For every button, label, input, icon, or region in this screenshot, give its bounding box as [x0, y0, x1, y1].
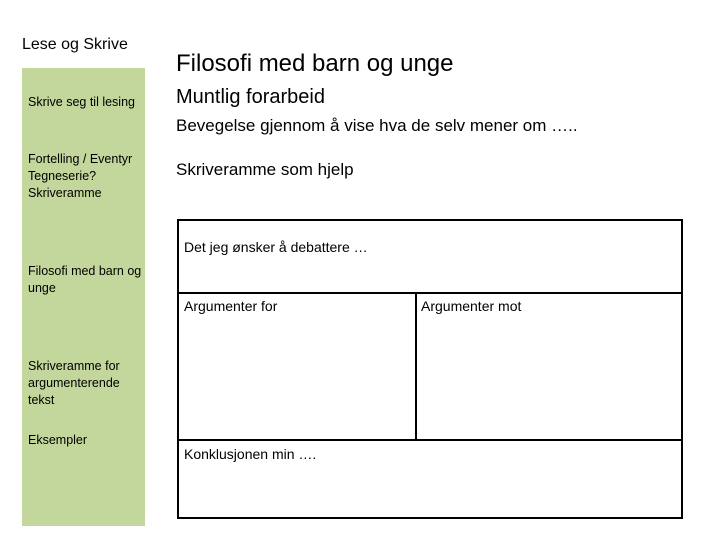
- sidebar-title: Lese og Skrive: [22, 36, 128, 53]
- arguments-section: [179, 294, 681, 441]
- sidebar-panel: [22, 68, 145, 526]
- page-title: Filosofi med barn og unge: [176, 50, 454, 77]
- sidebar-item-eksempler[interactable]: Eksempler: [28, 433, 88, 447]
- sidebar-item-filosofi[interactable]: Filosofi med barn og unge: [28, 264, 142, 295]
- sidebar-item-skrive-seg-til-lesing[interactable]: Skrive seg til lesing: [28, 95, 135, 109]
- debate-section: [179, 221, 681, 294]
- conclusion-label: Konklusjonen min ….: [184, 446, 317, 462]
- body-line-bevegelse: Bevegelse gjennom å vise hva de selv mener om …..: [176, 116, 578, 135]
- arguments-for-label: Argumenter for: [184, 298, 278, 314]
- arguments-against-label: Argumenter mot: [421, 298, 522, 314]
- subtitle: Muntlig forarbeid: [176, 86, 325, 108]
- sidebar-item-fortelling[interactable]: Fortelling / Eventyr Tegneserie? Skriveramme: [28, 152, 133, 200]
- arguments-divider: [415, 294, 417, 439]
- sidebar-item-skriveramme-argumenterende[interactable]: Skriveramme for argumenterende tekst: [28, 359, 120, 407]
- writing-frame: [177, 219, 683, 519]
- body-line-skriveramme: Skriveramme som hjelp: [176, 160, 354, 179]
- debate-label: Det jeg ønsker å debattere …: [184, 239, 368, 255]
